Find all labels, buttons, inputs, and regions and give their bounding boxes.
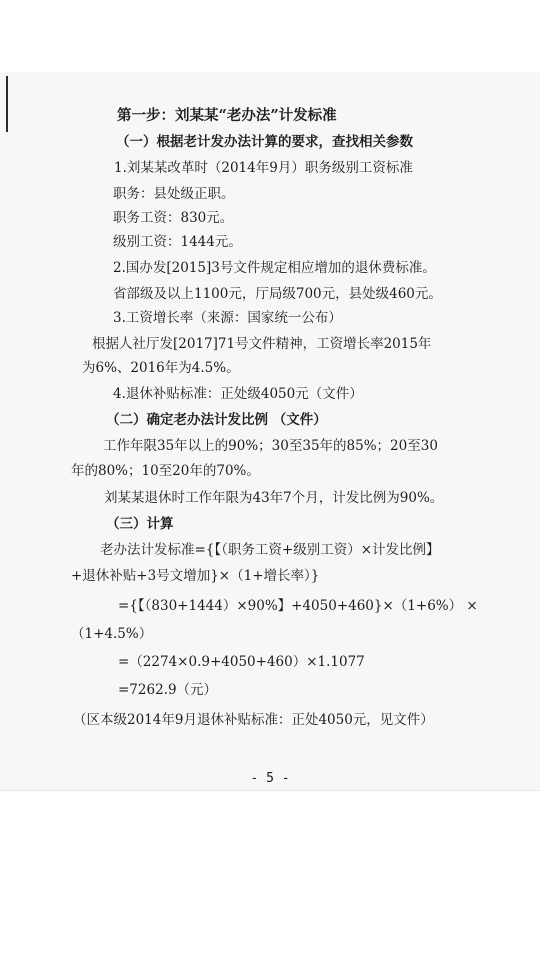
section-1-line-10: 4.退休补贴标准：正处级4050元（文件） xyxy=(113,386,363,402)
page-number: - 5 - xyxy=(250,771,290,786)
section-3-line-1: 老办法计发标准={【（职务工资+级别工资）×计发比例】 xyxy=(100,542,440,558)
section-1-line-3: 职务工资：830元。 xyxy=(113,210,234,226)
section-1-line-7: 3.工资增长率（来源：国家统一公布） xyxy=(113,310,342,326)
scan-edge-mark xyxy=(6,76,8,132)
section-2-line-2: 年的80%；10至20年的70%。 xyxy=(71,463,260,479)
scanned-page xyxy=(0,72,540,791)
section-3-line-6: =7262.9（元） xyxy=(118,682,218,698)
section-1-line-1: 1.刘某某改革时（2014年9月）职务级别工资标准 xyxy=(114,160,413,176)
section-3-line-3: ={【（830+1444）×90%】+4050+460}×（1+6%） × xyxy=(118,598,478,614)
section-1-line-5: 2.国办发[2015]3号文件规定相应增加的退休费标准。 xyxy=(113,260,436,276)
section-3-line-2: +退休补贴+3号文增加}×（1+增长率）} xyxy=(71,568,320,584)
section-1-line-2: 职务：县处级正职。 xyxy=(113,186,235,202)
section-3-line-5: =（2274×0.9+4050+460）×1.1077 xyxy=(118,654,365,670)
section-1-line-4: 级别工资：1444元。 xyxy=(113,234,242,250)
section-3-line-4: （1+4.5%） xyxy=(71,626,153,642)
section-2-line-1: 工作年限35年以上的90%；30至35年的85%；20至30 xyxy=(103,438,438,454)
section-1-line-8: 根据人社厅发[2017]71号文件精神，工资增长率2015年 xyxy=(92,336,432,352)
section-1-line-6: 省部级及以上1100元，厅局级700元，县处级460元。 xyxy=(113,286,442,302)
page-title: 第一步：刘某某“老办法”计发标准 xyxy=(117,107,337,124)
section-3-heading: （三）计算 xyxy=(106,516,174,532)
section-1-heading: （一）根据老计发办法计算的要求，查找相关参数 xyxy=(116,134,413,150)
section-3-line-7: （区本级2014年9月退休补贴标准：正处4050元，见文件） xyxy=(73,712,434,728)
section-2-heading: （二）确定老办法计发比例 （文件） xyxy=(106,412,327,428)
section-2-line-3: 刘某某退休时工作年限为43年7个月，计发比例为90%。 xyxy=(104,490,444,506)
section-1-line-9: 为6%、2016年为4.5%。 xyxy=(82,360,240,376)
